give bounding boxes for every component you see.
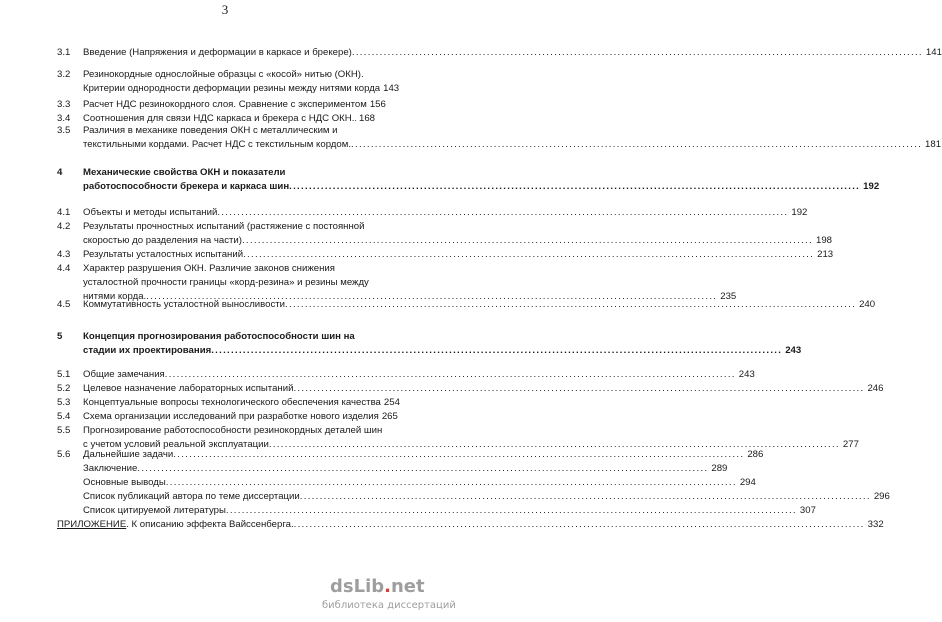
toc-entry xyxy=(57,166,880,194)
page-number: 3 xyxy=(221,2,229,17)
entry-page: 307 xyxy=(799,505,816,516)
entry-line xyxy=(83,368,755,382)
entry-line xyxy=(83,382,884,396)
entry-body xyxy=(83,166,880,194)
entry-line xyxy=(83,68,375,82)
toc-entry xyxy=(57,490,890,504)
leader-dots xyxy=(173,448,744,462)
entry-title: нитями корда. xyxy=(83,291,147,302)
entry-page: 213 xyxy=(817,249,834,260)
appendix-text: . К описанию эффекта Вайссенберга. xyxy=(126,519,294,530)
entry-title: Дальнейшие задачи xyxy=(83,449,174,460)
watermark-subtitle: библиотека диссертаций xyxy=(322,600,456,611)
entry-number: 5.4 xyxy=(57,411,71,422)
entry-number: 3.5 xyxy=(57,125,71,136)
toc-entry xyxy=(57,68,400,96)
entry-title: стадии их проектирования xyxy=(83,345,212,356)
leader-dots xyxy=(294,518,865,532)
toc-entry xyxy=(57,504,816,518)
entry-title: Характер разрушения ОКН. Различие законов снижения xyxy=(83,263,335,274)
toc-entry xyxy=(57,206,808,220)
entry-number: 5.5 xyxy=(57,425,71,436)
entry-title: Объекты и методы испытаний xyxy=(83,207,218,218)
leader-dots xyxy=(226,504,797,518)
entry-body xyxy=(83,68,400,96)
toc-entry xyxy=(57,476,756,490)
entry-page: 254 xyxy=(383,397,400,408)
entry-body xyxy=(83,206,808,220)
entry-title: Заключение xyxy=(83,463,138,474)
entry-title: Концепция прогнозирования работоспособности шин на xyxy=(83,331,355,342)
entry-line xyxy=(83,462,728,476)
entry-page: 168 xyxy=(358,113,375,124)
entry-page: 192 xyxy=(863,181,880,192)
entry-title: Результаты усталостных испытаний xyxy=(83,249,244,260)
toc-entry xyxy=(57,382,884,396)
entry-line xyxy=(83,220,375,234)
entry-line xyxy=(83,98,386,112)
entry-page: 243 xyxy=(785,345,802,356)
entry-title: Концептуальные вопросы технологического обеспечения качества xyxy=(83,397,381,408)
entry-line xyxy=(83,448,764,462)
entry-number: 4 xyxy=(57,167,63,178)
entry-page: 240 xyxy=(859,299,876,310)
entry-title: Коммутативность усталостной выносливости xyxy=(83,299,286,310)
entry-page: 286 xyxy=(747,449,764,460)
leader-dots xyxy=(211,344,782,358)
toc-entry xyxy=(57,98,386,112)
toc-entry xyxy=(57,330,802,358)
entry-body xyxy=(83,476,756,490)
entry-title: Схема организации исследований при разработке нового изделия xyxy=(83,411,379,422)
leader-dots xyxy=(300,490,871,504)
entry-number: 3.3 xyxy=(57,99,71,110)
entry-number: 4.4 xyxy=(57,263,71,274)
entry-line xyxy=(83,396,400,410)
entry-body xyxy=(83,46,942,60)
entry-number: 3.4 xyxy=(57,113,71,124)
entry-title: Введение (Напряжения и деформации в каркасе и брекере) xyxy=(83,47,352,58)
entry-title: скоростью до разделения на части) xyxy=(83,235,242,246)
leader-dots xyxy=(243,248,814,262)
entry-title: Список цитируемой литературы xyxy=(83,505,226,516)
entry-body xyxy=(83,330,802,358)
entry-page: 156 xyxy=(369,99,386,110)
leader-dots xyxy=(289,180,860,194)
toc-entry xyxy=(57,368,755,382)
entry-body xyxy=(83,298,876,312)
entry-body xyxy=(83,368,755,382)
watermark-logo: dsLib.net xyxy=(330,576,425,597)
entry-line xyxy=(83,476,756,490)
entry-body xyxy=(83,220,832,248)
entry-line xyxy=(83,504,816,518)
entry-page: 289 xyxy=(711,463,728,474)
entry-line xyxy=(83,248,834,262)
entry-number: 5 xyxy=(57,331,63,342)
entry-line xyxy=(83,138,942,152)
entry-page: 235 xyxy=(720,291,737,302)
entry-page: 246 xyxy=(867,383,884,394)
leader-dots xyxy=(166,476,737,490)
entry-body xyxy=(83,124,942,152)
entry-title: с учетом условий реальной эксплуатации xyxy=(83,439,269,450)
leader-dots xyxy=(165,368,736,382)
entry-body xyxy=(83,410,398,424)
toc-entry xyxy=(57,220,832,248)
entry-page: 265 xyxy=(381,411,398,422)
toc-entry xyxy=(57,448,764,462)
watermark xyxy=(322,576,456,620)
entry-line xyxy=(83,82,400,96)
entry-number: 5.1 xyxy=(57,369,71,380)
appendix-label: ПРИЛОЖЕНИЕ xyxy=(57,519,127,530)
toc-entry xyxy=(57,124,942,152)
entry-line xyxy=(83,262,375,276)
entry-line xyxy=(83,276,375,290)
entry-body xyxy=(83,396,400,410)
entry-body xyxy=(83,490,890,504)
appendix-page: 332 xyxy=(867,519,884,530)
appendix-entry xyxy=(57,518,884,532)
entry-title: Основные выводы xyxy=(83,477,166,488)
entry-page: 243 xyxy=(738,369,755,380)
entry-title: Расчет НДС резинокордного слоя. Сравнение с экспериментом xyxy=(83,99,367,110)
entry-number: 4.3 xyxy=(57,249,71,260)
toc-entry xyxy=(57,46,942,60)
entry-page: 296 xyxy=(873,491,890,502)
entry-line xyxy=(83,424,383,438)
entry-page: 198 xyxy=(815,235,832,246)
entry-body xyxy=(83,98,386,112)
entry-title: Различия в механике поведения ОКН с металлическим и xyxy=(83,125,338,136)
entry-line xyxy=(83,330,375,344)
entry-number: 5.2 xyxy=(57,383,71,394)
leader-dots xyxy=(285,298,856,312)
toc-entry xyxy=(57,410,398,424)
entry-body xyxy=(83,382,884,396)
entry-page: 143 xyxy=(383,83,400,94)
leader-dots xyxy=(293,382,864,396)
entry-line xyxy=(83,180,880,194)
toc-entry xyxy=(57,248,834,262)
entry-title: Общие замечания xyxy=(83,369,165,380)
entry-number: 4.1 xyxy=(57,207,71,218)
entry-body xyxy=(83,504,816,518)
entry-line xyxy=(83,344,802,358)
entry-line xyxy=(83,234,832,248)
entry-line xyxy=(83,124,375,138)
entry-page: 141 xyxy=(925,47,942,58)
entry-title: Резинокордные однослойные образцы с «косой» нитью (ОКН). xyxy=(83,69,364,80)
entry-page: 181 xyxy=(925,139,942,150)
leader-dots xyxy=(217,206,788,220)
entry-line xyxy=(83,298,876,312)
entry-title: текстильными кордами. Расчет НДС с текстильным кордом. xyxy=(83,139,352,150)
entry-title: Прогнозирование работоспособности резинокордных деталей шин xyxy=(83,425,383,436)
entry-page: 277 xyxy=(842,439,859,450)
entry-title: Критерии однородности деформации резины между нитями корда xyxy=(83,83,381,94)
leader-dots xyxy=(137,462,708,476)
toc-entry xyxy=(57,462,728,476)
entry-title: усталостной прочности границы «корд-резина» и резины между xyxy=(83,277,369,288)
entry-line xyxy=(83,490,890,504)
entry-title: Результаты прочностных испытаний (растяжение с постоянной xyxy=(83,221,365,232)
entry-line xyxy=(83,166,375,180)
leader-dots xyxy=(352,46,923,60)
toc-entry xyxy=(57,396,400,410)
entry-body xyxy=(83,448,764,462)
entry-line xyxy=(83,410,398,424)
entry-body xyxy=(83,462,728,476)
entry-title: Целевое назначение лабораторных испытаний xyxy=(83,383,294,394)
entry-number: 5.6 xyxy=(57,449,71,460)
entry-title: Список публикаций автора по теме диссертации xyxy=(83,491,300,502)
entry-line xyxy=(83,206,808,220)
toc-entry xyxy=(57,298,876,312)
entry-page: 294 xyxy=(739,477,756,488)
entry-body xyxy=(83,248,834,262)
entry-number: 3.1 xyxy=(57,47,71,58)
entry-number: 5.3 xyxy=(57,397,71,408)
entry-number: 4.5 xyxy=(57,299,71,310)
entry-line xyxy=(83,46,942,60)
entry-page: 192 xyxy=(791,207,808,218)
leader-dots xyxy=(351,138,922,152)
leader-dots xyxy=(242,234,813,248)
entry-title: Соотношения для связи НДС каркаса и брекера с НДС ОКН. xyxy=(83,113,355,124)
entry-number: 4.2 xyxy=(57,221,71,232)
entry-title: работоспособности брекера и каркаса шин xyxy=(83,181,290,192)
entry-number: 3.2 xyxy=(57,69,71,80)
entry-title: Механические свойства ОКН и показатели xyxy=(83,167,286,178)
